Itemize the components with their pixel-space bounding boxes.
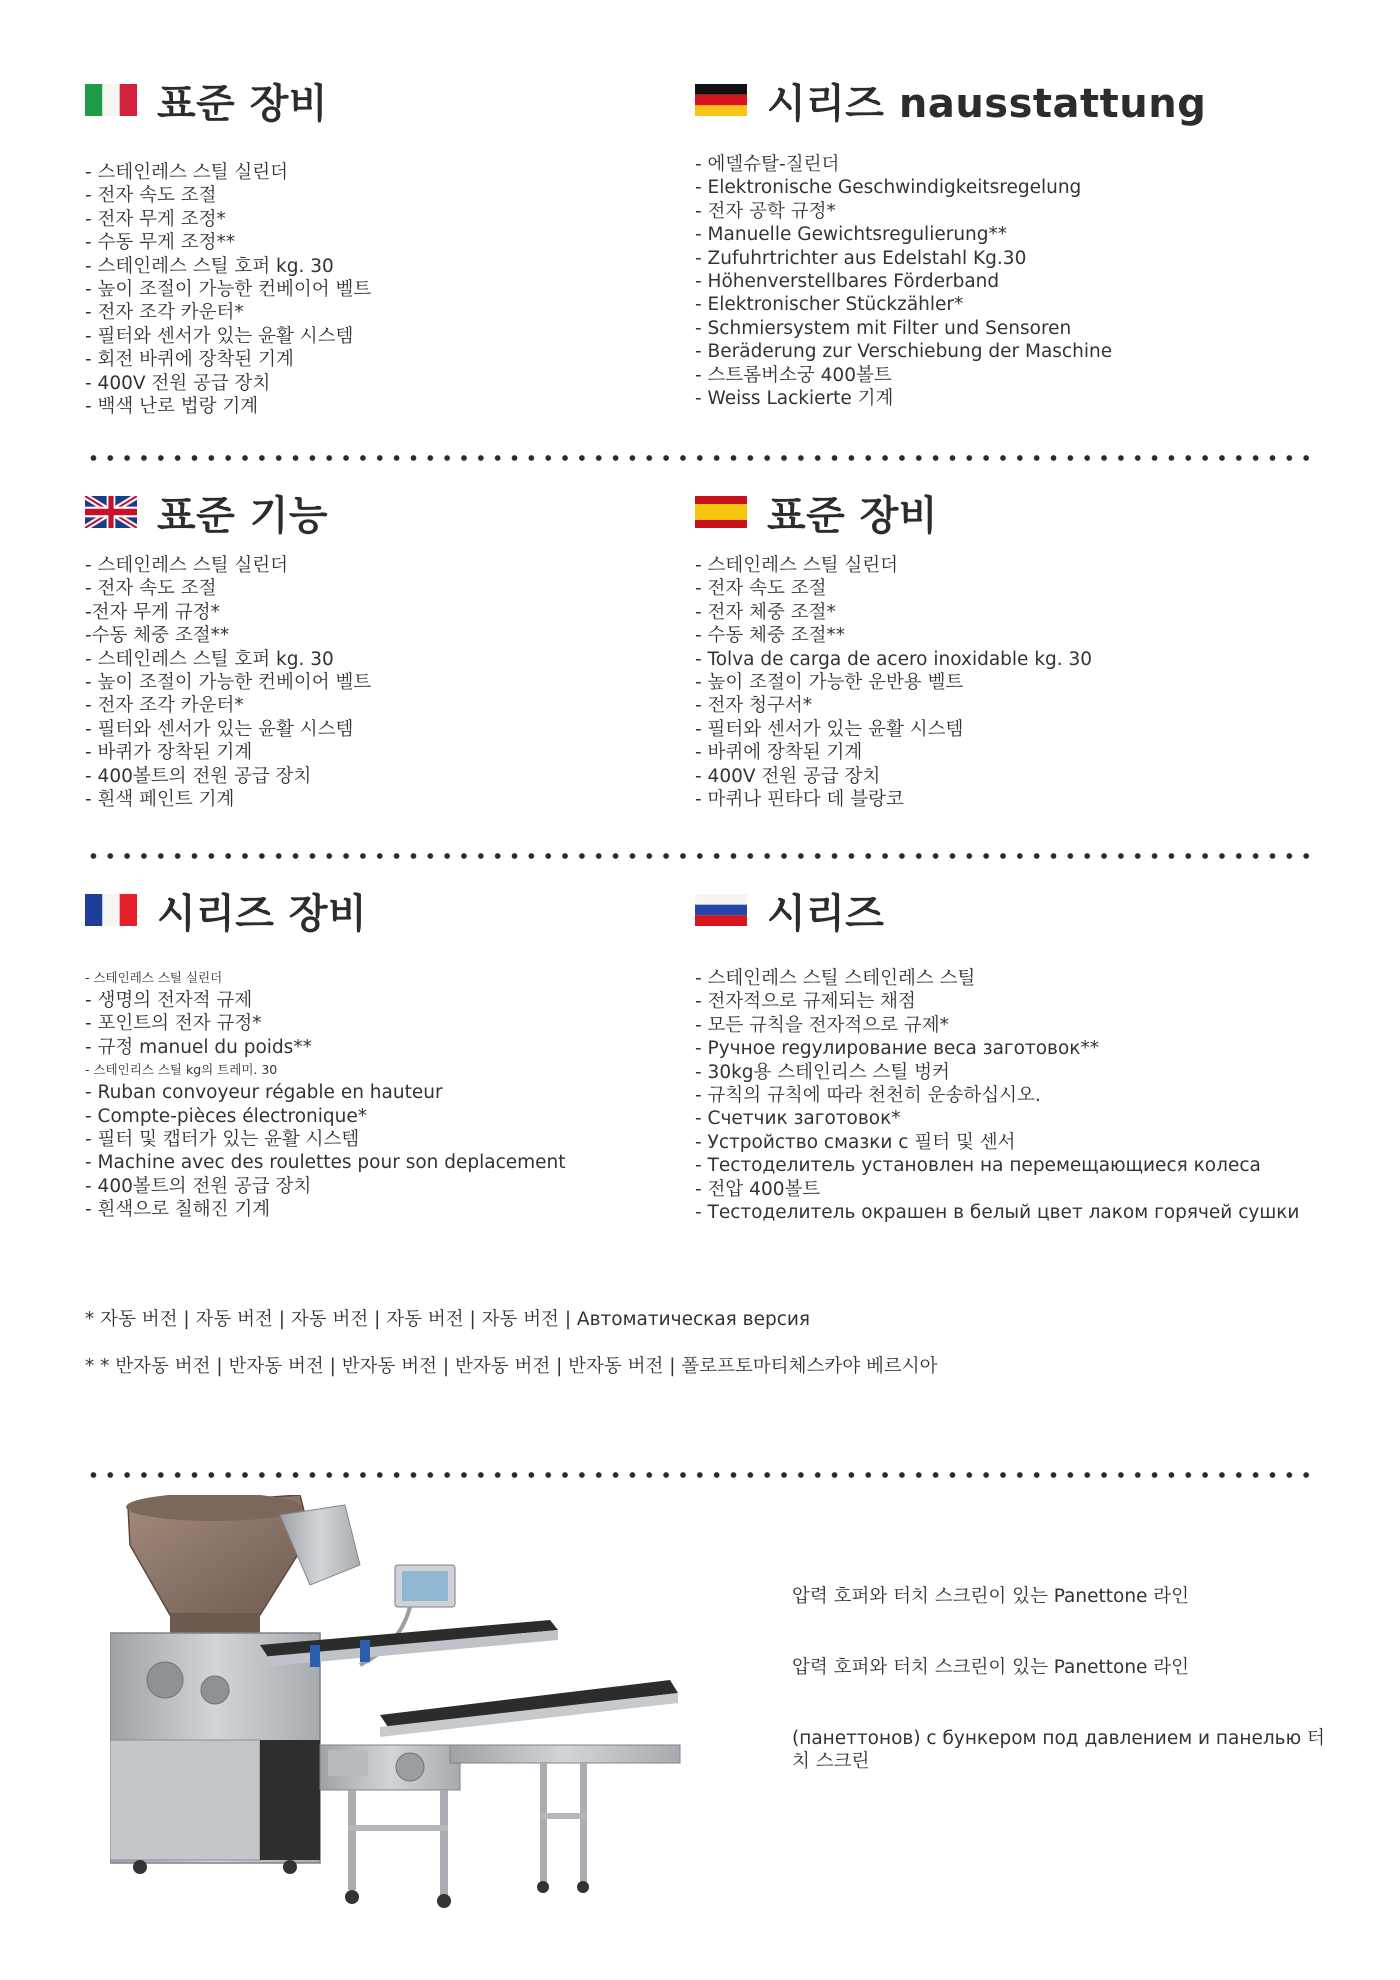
- feature-list-item: - Höhenverstellbares Förderband: [695, 271, 1000, 293]
- feature-list-item: - Weiss Lackierte 기계: [695, 388, 894, 410]
- feature-list-item: - 바퀴가 장착된 기계: [85, 742, 253, 764]
- feature-list-item: - 400볼트의 전원 공급 장치: [85, 765, 312, 787]
- section-heading: [695, 880, 1315, 940]
- feature-list-item: - 바퀴에 장착된 기계: [695, 742, 863, 764]
- feature-list: [695, 967, 1315, 1224]
- feature-list-item: - 전자 조각 카운터*: [85, 695, 244, 717]
- feature-list-item: - Zufuhrtrichter aus Edelstahl Kg.30: [695, 247, 1027, 269]
- feature-list-item: - 에델슈탈-질린더: [695, 154, 840, 175]
- feature-list: [85, 967, 685, 1222]
- feature-list-item: - 필터와 센서가 있는 윤활 시스템: [85, 718, 354, 740]
- section-title: 시리즈 nausstattung: [767, 80, 1207, 127]
- feature-list-item: - 규정 manuel du poids**: [85, 1036, 312, 1058]
- feature-list-item: - 회전 바퀴에 장착된 기계: [85, 349, 294, 371]
- section-title: 표준 장비: [157, 80, 328, 127]
- feature-list-item: - 포인트의 전자 규정*: [85, 1013, 262, 1035]
- french-column: [85, 880, 685, 1224]
- spain-flag-icon: [695, 496, 747, 528]
- footnote-automatic: * 자동 버전 | 자동 버전 | 자동 버전 | 자동 버전 | 자동 버전 | Автоматическая версия: [85, 1309, 811, 1330]
- feature-list-item: - Beräderung zur Verschiebung der Maschine: [695, 341, 1113, 363]
- russia-flag-icon: [695, 894, 747, 926]
- panettone-line-machine-image: [110, 1495, 770, 1915]
- feature-list-item: - 400볼트의 전원 공급 장치: [85, 1175, 312, 1197]
- uk-flag-icon: [85, 496, 137, 528]
- feature-list: [695, 153, 1315, 410]
- feature-list-item: - 높이 조절이 가능한 컨베이어 벨트: [85, 279, 372, 301]
- spanish-column: [695, 482, 1315, 811]
- feature-list-item: - 필터와 센서가 있는 윤활 시스템: [695, 718, 964, 740]
- feature-list-item: - 30kg용 스테인리스 스틸 벙커: [695, 1061, 950, 1083]
- section-heading: [85, 482, 685, 542]
- feature-list-item: - Ruban convoyeur régable en hauteur: [85, 1082, 443, 1104]
- feature-list-item: - 수동 무게 조정**: [85, 232, 236, 254]
- german-column: [695, 70, 1315, 418]
- section-heading: [695, 70, 1315, 130]
- caption-line-1: 압력 호퍼와 터치 스크린이 있는 Panettone 라인: [792, 1586, 1190, 1607]
- feature-list-item: - 전자 공학 규정*: [695, 200, 836, 222]
- feature-list-item: - 400V 전원 공급 장치: [85, 372, 271, 394]
- germany-flag-icon: [695, 84, 747, 116]
- dotted-divider: [85, 454, 1315, 462]
- france-flag-icon: [85, 894, 137, 926]
- italian-column: [85, 70, 685, 418]
- feature-list-item: - 마퀴나 핀타다 데 블랑코: [695, 789, 904, 811]
- feature-list-item: - 백색 난로 법랑 기계: [85, 396, 259, 418]
- feature-list: [85, 161, 685, 418]
- footnote-semi-automatic: * * 반자동 버전 | 반자동 버전 | 반자동 버전 | 반자동 버전 | 반자동 버전 | 폴로프토마티체스카야 베르시아: [85, 1356, 938, 1377]
- feature-list-item: - 흰색 페인트 기계: [85, 789, 235, 811]
- spec-section-3: [85, 880, 1315, 1224]
- feature-list: [85, 554, 685, 811]
- feature-list-item: - 400V 전원 공급 장치: [695, 765, 881, 787]
- caption-line-2: 압력 호퍼와 터치 스크린이 있는 Panettone 라인: [792, 1657, 1190, 1678]
- feature-list-item: - 규칙의 규칙에 따라 천천히 운송하십시오.: [695, 1085, 1041, 1107]
- feature-list-item: - 전자적으로 규제되는 채점: [695, 991, 916, 1013]
- feature-list-item: - Ручное regулирование веса заготовок**: [695, 1038, 1099, 1060]
- feature-list-item: - 스테인리스 스틸 kg의 트레미. 30: [85, 1062, 278, 1078]
- feature-list-item: - 스테인레스 스틸 스테인레스 스틸: [695, 968, 976, 989]
- feature-list-item: - 스테인레스 스틸 호퍼 kg. 30: [85, 648, 334, 670]
- feature-list-item: - Тестоделитель окрашен в белый цвет лаком горячей сушки: [695, 1202, 1300, 1224]
- feature-list-item: - 필터 및 캡터가 있는 윤활 시스템: [85, 1129, 360, 1151]
- feature-list-item: - Устройство смазки с 필터 및 센서: [695, 1131, 1016, 1153]
- feature-list-item: - Elektronische Geschwindigkeitsregelung: [695, 177, 1082, 199]
- english-column: [85, 482, 685, 811]
- feature-list-item: - 흰색으로 칠해진 기계: [85, 1199, 271, 1221]
- feature-list-item: - 전자 속도 조절: [85, 578, 217, 600]
- feature-list-item: - 생명의 전자적 규제: [85, 990, 253, 1011]
- feature-list-item: - Schmiersystem mit Filter und Sensoren: [695, 317, 1072, 339]
- feature-list-item: - 모든 규칙을 전자적으로 규제*: [695, 1014, 949, 1036]
- feature-list-item: - 필터와 센서가 있는 윤활 시스템: [85, 325, 354, 347]
- feature-list-item: - 전자 조각 카운터*: [85, 302, 244, 324]
- feature-list-item: - 스테인레스 스틸 실린더: [85, 555, 289, 576]
- feature-list-item: - 전자 청구서*: [695, 695, 813, 717]
- spec-section-1: [85, 70, 1315, 418]
- section-title: 표준 기능: [157, 492, 328, 539]
- feature-list-item: - 높이 조절이 가능한 운반용 벨트: [695, 672, 964, 694]
- feature-list-item: -전자 무게 규정*: [85, 601, 220, 623]
- feature-list-item: - Тестоделитель установлен на перемещающиеся колеса: [695, 1155, 1261, 1177]
- section-title: 시리즈: [767, 890, 885, 937]
- section-title: 표준 장비: [767, 492, 938, 539]
- feature-list-item: - Machine avec des roulettes pour son deplacement: [85, 1152, 566, 1174]
- feature-list-item: - 전자 무게 조정*: [85, 208, 226, 230]
- feature-list-item: - 스테인레스 스틸 호퍼 kg. 30: [85, 255, 334, 277]
- feature-list-item: - 수동 체중 조절**: [695, 625, 846, 647]
- caption-line-3: (панеттонов) с бункером под давлением и панелью 터치 스크린: [792, 1728, 1325, 1772]
- feature-list-item: - Счетчик заготовок*: [695, 1108, 901, 1130]
- section-heading: [695, 482, 1315, 542]
- feature-list: [695, 554, 1315, 811]
- dotted-divider: [85, 852, 1315, 860]
- dotted-divider: [85, 1471, 1315, 1479]
- feature-list-item: - 전자 속도 조절: [85, 185, 217, 207]
- spec-section-2: [85, 482, 1315, 811]
- section-title: 시리즈 장비: [157, 890, 368, 937]
- section-heading: [85, 70, 685, 130]
- feature-list-item: - 전자 속도 조절: [695, 578, 827, 600]
- feature-list-item: - Tolva de carga de acero inoxidable kg. 30: [695, 648, 1093, 670]
- feature-list-item: - 스테인레스 스틸 실린더: [85, 970, 223, 985]
- feature-list-item: - 높이 조절이 가능한 컨베이어 벨트: [85, 672, 372, 694]
- feature-list-item: - 스트롬버소궁 400볼트: [695, 364, 892, 386]
- feature-list-item: - 스테인레스 스틸 실린더: [695, 555, 899, 576]
- feature-list-item: - Elektronischer Stückzähler*: [695, 294, 964, 316]
- italy-flag-icon: [85, 84, 137, 116]
- feature-list-item: -수동 체중 조절**: [85, 625, 230, 647]
- feature-list-item: - 스테인레스 스틸 실린더: [85, 162, 289, 183]
- feature-list-item: - 전압 400볼트: [695, 1178, 821, 1200]
- feature-list-item: - Manuelle Gewichtsregulierung**: [695, 224, 1008, 246]
- section-heading: [85, 880, 685, 940]
- feature-list-item: - 전자 체중 조절*: [695, 601, 836, 623]
- feature-list-item: - Compte-pièces électronique*: [85, 1105, 368, 1127]
- russian-column: [695, 880, 1315, 1224]
